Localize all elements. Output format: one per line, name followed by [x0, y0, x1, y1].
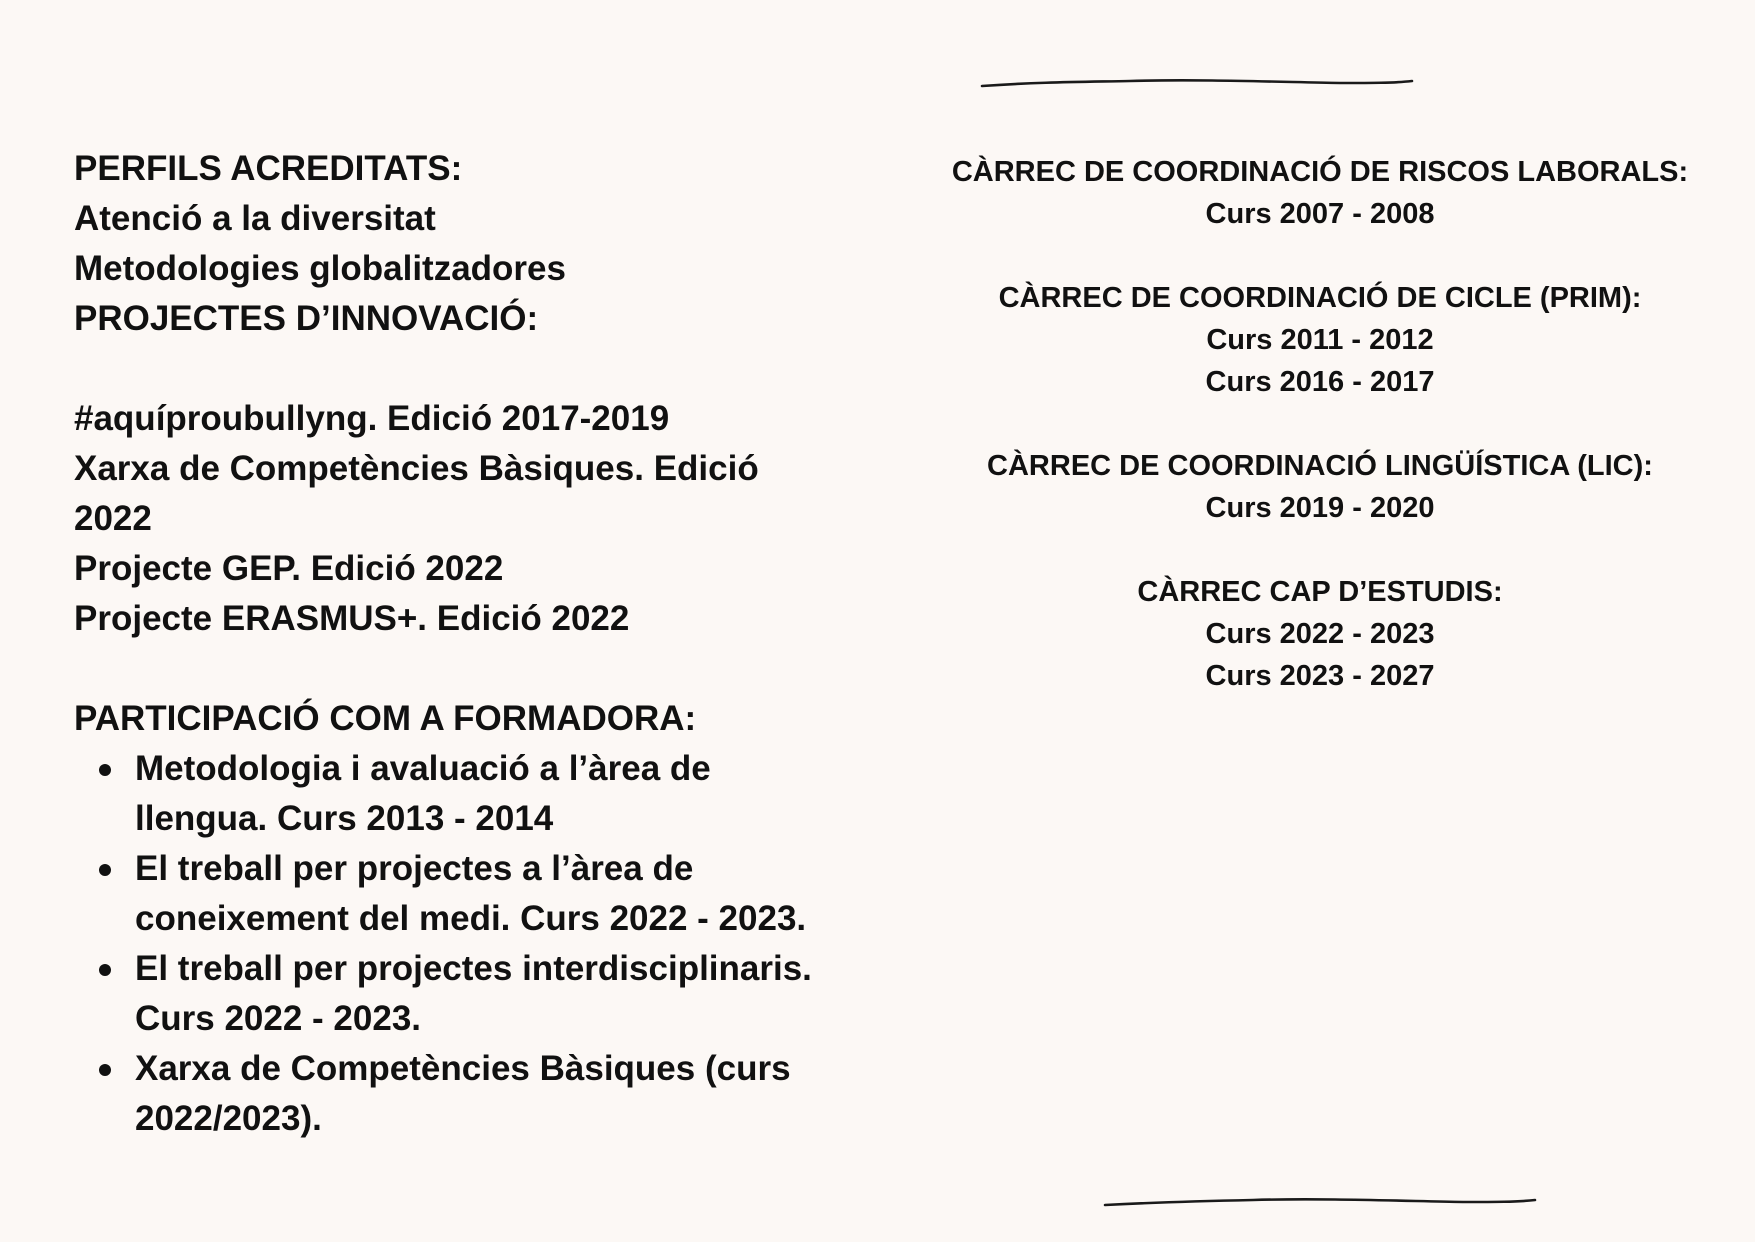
carrec-block — [900, 445, 1740, 529]
carrec-course: Curs 2023 - 2027 — [1205, 660, 1435, 692]
top-decorative-line — [980, 76, 1416, 92]
projecte-item: Xarxa de Competències Bàsiques. Edició — [74, 449, 759, 488]
carrec-block — [900, 151, 1740, 235]
projecte-item: Projecte ERASMUS+. Edició 2022 — [74, 599, 630, 638]
carrec-course: Curs 2019 - 2020 — [1205, 492, 1435, 524]
carrec-course: Curs 2007 - 2008 — [1205, 198, 1435, 230]
perfil-item: Metodologies globalitzadores — [74, 249, 566, 288]
carrec-course: Curs 2011 - 2012 — [1206, 324, 1434, 356]
right-column — [900, 151, 1740, 739]
list-item: El treball per projectes a l’àrea de coneixement del medi. Curs 2022 - 2023. — [135, 844, 874, 944]
perfils-heading: PERFILS ACREDITATS: — [74, 149, 463, 188]
list-item: El treball per projectes interdisciplinaris. Curs 2022 - 2023. — [135, 944, 874, 1044]
bullet-icon — [99, 864, 111, 876]
list-item: Metodologia i avaluació a l’àrea de llengua. Curs 2013 - 2014 — [135, 744, 874, 844]
carrec-heading: CÀRREC DE COORDINACIÓ DE CICLE (PRIM): — [998, 282, 1642, 314]
bullet-icon — [99, 964, 111, 976]
perfil-item: Atenció a la diversitat — [74, 199, 436, 238]
carrec-course: Curs 2016 - 2017 — [1205, 366, 1435, 398]
carrec-heading: CÀRREC DE COORDINACIÓ DE RISCOS LABORALS: — [951, 156, 1689, 188]
projecte-item: #aquíproubullyng. Edició 2017-2019 — [74, 399, 670, 438]
carrec-heading: CÀRREC CAP D’ESTUDIS: — [1137, 576, 1503, 608]
projectes-heading: PROJECTES D’INNOVACIÓ: — [74, 299, 539, 338]
list-item: Xarxa de Competències Bàsiques (curs 2022/2023). — [135, 1044, 874, 1144]
carrec-course: Curs 2022 - 2023 — [1205, 618, 1435, 650]
projecte-item: Projecte GEP. Edició 2022 — [74, 549, 504, 588]
formadora-list — [74, 744, 874, 1144]
bullet-icon — [99, 764, 111, 776]
formadora-heading: PARTICIPACIÓ COM A FORMADORA: — [74, 699, 697, 738]
left-column — [74, 144, 874, 1144]
carrec-heading: CÀRREC DE COORDINACIÓ LINGÜÍSTICA (LIC): — [987, 450, 1653, 482]
carrec-block — [900, 277, 1740, 403]
bottom-decorative-line — [1103, 1195, 1539, 1211]
projecte-item: 2022 — [74, 499, 152, 538]
carrec-block — [900, 571, 1740, 697]
bullet-icon — [99, 1064, 111, 1076]
